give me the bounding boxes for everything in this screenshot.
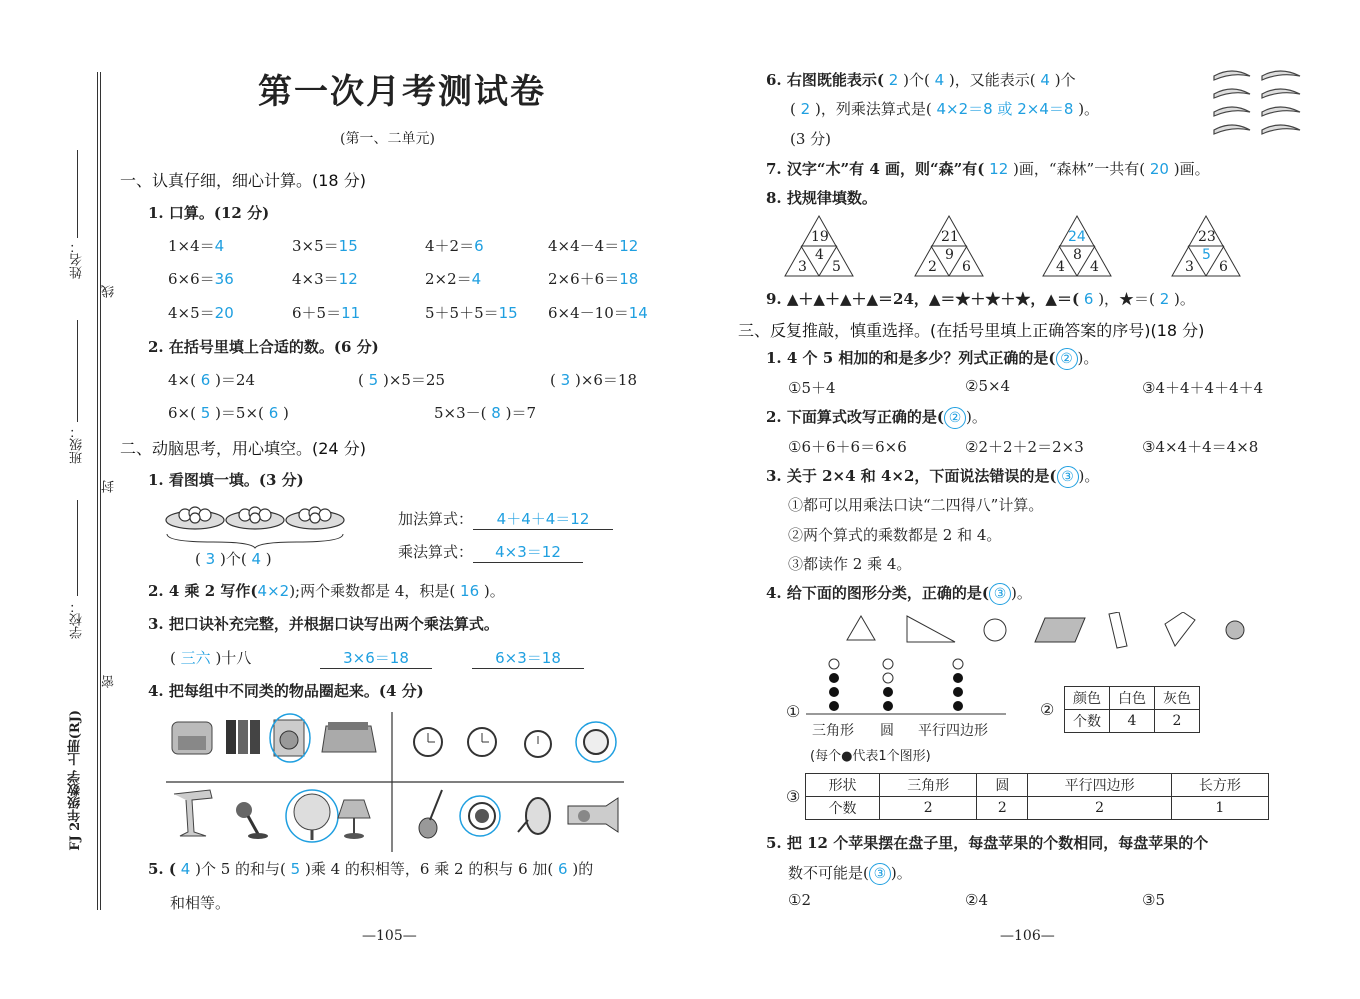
s2-q3-eq1: 3×6＝18 xyxy=(320,647,432,669)
watch-icon xyxy=(576,722,616,762)
triangle-shape-2 xyxy=(907,616,955,642)
pictograph-label-3: 平行四边形 xyxy=(918,723,988,739)
binding-class-line xyxy=(77,320,78,422)
desk-lamp-icon-1 xyxy=(174,790,212,836)
s1-q1: 1. 口算。(12 分) xyxy=(148,204,270,222)
r-q7: 7. 汉字“木”有 4 画，则“森”有( 12 )画，“森林”一共有( 20 )画。 xyxy=(766,160,1210,178)
tri2-top: 21 xyxy=(941,229,959,245)
triangle-1 xyxy=(783,214,855,278)
s3-q5-line1: 5. 把 12 个苹果摆在盘子里，每盘苹果的个数相同，每盘苹果的个 xyxy=(766,834,1209,852)
s2-q5-cont: 和相等。 xyxy=(170,894,231,912)
r-q8: 8. 找规律填数。 xyxy=(766,189,877,207)
apple-plates-figure xyxy=(163,498,348,550)
triangle-3 xyxy=(1041,214,1113,278)
tri3-top: 24 xyxy=(1068,229,1086,245)
group-answer: ( 3 )个( 4 ) xyxy=(195,550,272,568)
objects-grid xyxy=(166,712,626,852)
r-q9: 9. ▲＋▲＋▲＋▲＝24，▲＝★＋★＋★，▲＝( 6 )，★＝( 2 )。 xyxy=(766,290,1195,308)
s3-q4: 4. 给下面的图形分类，正确的是( ③ )。 xyxy=(766,582,1032,605)
s3-q5-opt1: ①2 xyxy=(788,891,811,909)
tri1-mid: 4 xyxy=(815,247,824,263)
drum-icon xyxy=(518,798,550,834)
oral-r1c2: 2×2＝4 xyxy=(425,270,482,288)
triangle-2 xyxy=(913,214,985,278)
s3-q1-opt1: ①5＋4 xyxy=(788,379,836,397)
table-option-2: 颜色 白色 灰色 个数 4 2 xyxy=(1064,686,1200,733)
s3-q3-opt2: ②两个算式的乘数都是 2 和 4。 xyxy=(788,526,1002,544)
oral-r1c3: 2×6＋6＝18 xyxy=(548,270,639,288)
tri4-mid: 5 xyxy=(1202,247,1211,263)
s1-q2: 2. 在括号里填上合适的数。(6 分) xyxy=(148,338,379,356)
section-2-title: 二、动脑思考，用心填空。(24 分) xyxy=(120,439,366,458)
s3-q5-opt3: ③5 xyxy=(1142,891,1165,909)
plate-1 xyxy=(166,507,224,529)
table-option-3: 形状 三角形 圆 平行四边形 长方形 个数 2 2 2 1 xyxy=(805,773,1269,820)
col-parallelogram xyxy=(953,659,963,711)
oral-r2c3: 6×4－10＝14 xyxy=(548,304,648,322)
banana-bunch-left xyxy=(1214,71,1250,134)
pictograph-note: (每个●代表1个图形) xyxy=(810,749,931,764)
binding-book: FJ 2年级数学 上册(RJ) xyxy=(68,710,83,851)
s3-q2-opt3: ③4×4＋4＝4×8 xyxy=(1142,438,1259,456)
rectangle-shape-tilted xyxy=(1109,612,1127,648)
bananas-figure xyxy=(1210,66,1310,142)
alarm-clock-icon-2 xyxy=(468,728,496,756)
s2-q4: 4. 把每组中不同类的物品圈起来。(4 分) xyxy=(148,682,424,700)
circle-shape-white xyxy=(984,619,1006,641)
option-3-label: ③ xyxy=(786,787,801,806)
binding-name-line xyxy=(77,150,78,238)
plate-3 xyxy=(286,507,344,529)
fill-4: 6×( 5 )＝5×( 6 ) xyxy=(168,404,289,422)
binding-xian: 线 xyxy=(102,285,117,298)
s2-q1: 1. 看图填一填。(3 分) xyxy=(148,471,304,489)
binding-school-line xyxy=(77,500,78,596)
s3-q3-opt1: ①都可以用乘法口诀“二四得八”计算。 xyxy=(788,496,1044,514)
fill-3: ( 3 )×6＝18 xyxy=(550,371,638,389)
s3-q5-opt2: ②4 xyxy=(965,891,988,909)
tri4-right: 6 xyxy=(1219,259,1228,275)
option-1-label: ① xyxy=(786,702,801,721)
addition-line: 加法算式： 4＋4＋4＝12 xyxy=(398,508,613,530)
s3-q1-opt2: ②5×4 xyxy=(965,377,1011,395)
pictograph-label-1: 三角形 xyxy=(812,723,854,739)
oral-r0c1: 3×5＝15 xyxy=(292,237,358,255)
binding-feng: 封 xyxy=(102,480,117,493)
bed-icon xyxy=(322,722,376,752)
s3-q1-opt3: ③4＋4＋4＋4＋4 xyxy=(1142,379,1264,397)
oral-r2c2: 5＋5＋5＝15 xyxy=(425,304,518,322)
fill-5: 5×3－( 8 )＝7 xyxy=(434,404,537,422)
oral-r1c1: 4×3＝12 xyxy=(292,270,358,288)
washer-icon xyxy=(270,714,310,762)
tri3-mid: 8 xyxy=(1073,247,1082,263)
tri1-right: 5 xyxy=(832,259,841,275)
tri2-left: 2 xyxy=(928,259,937,275)
s2-q2: 2. 4 乘 2 写作(4×2);两个乘数都是 4，积是( 16 )。 xyxy=(148,582,505,600)
circle-shape-gray xyxy=(1226,621,1244,639)
binding-mi: 密 xyxy=(102,675,117,688)
triangle-shape-1 xyxy=(847,616,875,640)
page-subtitle: (第一、二单元) xyxy=(340,131,435,147)
binders-icon xyxy=(226,720,260,754)
s3-q2-opt2: ②2＋2＋2＝2×3 xyxy=(965,438,1084,456)
section-3-title: 三、反复推敲，慎重选择。(在括号里填上正确答案的序号)(18 分) xyxy=(738,321,1205,340)
fill-1: 4×( 6 )＝24 xyxy=(168,371,256,389)
sofa-icon xyxy=(172,722,212,754)
parallelogram-shape-gray xyxy=(1035,618,1085,642)
oral-r0c2: 4＋2＝6 xyxy=(425,237,484,255)
tri2-mid: 9 xyxy=(945,247,954,263)
s2-q3-eq2: 6×3＝18 xyxy=(472,647,584,669)
oral-r0c3: 4×4－4＝12 xyxy=(548,237,639,255)
s2-q3-ans: ( 三六 )十八 xyxy=(170,649,252,667)
clock-icon-3 xyxy=(525,731,551,757)
binding-school-label: 学校： xyxy=(70,600,85,639)
oral-r0c0: 1×4＝4 xyxy=(168,237,225,255)
s3-q2-opt1: ①6＋6＋6＝6×6 xyxy=(788,438,907,456)
oral-r2c0: 4×5＝20 xyxy=(168,304,234,322)
desk-lamp-icon-2 xyxy=(236,802,268,839)
tri4-top: 23 xyxy=(1198,229,1216,245)
brace xyxy=(167,534,343,548)
tri2-right: 6 xyxy=(962,259,971,275)
oral-r2c1: 6＋5＝11 xyxy=(292,304,361,322)
s2-q3: 3. 把口诀补充完整，并根据口诀写出两个乘法算式。 xyxy=(148,615,499,633)
section-1-title: 一、认真仔细，细心计算。(18 分) xyxy=(120,171,366,190)
tuba-icon xyxy=(568,798,618,832)
triangle-4 xyxy=(1170,214,1242,278)
s3-q1: 1. 4 个 5 相加的和是多少？列式正确的是( ② )。 xyxy=(766,347,1098,370)
r-q6-score: (3 分) xyxy=(790,130,832,148)
col-circle xyxy=(883,659,893,711)
tri3-right: 4 xyxy=(1090,259,1099,275)
alarm-clock-icon-1 xyxy=(414,728,442,756)
multiplication-line: 乘法算式： 4×3＝12 xyxy=(398,541,583,563)
tri1-left: 3 xyxy=(798,259,807,275)
s3-q5-line2: 数不可能是( ③ )。 xyxy=(788,862,912,885)
pictograph-label-2: 圆 xyxy=(880,723,894,739)
option-2-label: ② xyxy=(1040,700,1055,719)
parallelogram-shape-white xyxy=(1165,612,1195,646)
page-number-left: —105— xyxy=(362,928,417,944)
s3-q2: 2. 下面算式改写正确的是( ② )。 xyxy=(766,406,987,429)
s3-q3-opt3: ③都读作 2 乘 4。 xyxy=(788,555,912,573)
pictograph xyxy=(806,655,1006,717)
oral-r1c0: 6×6＝36 xyxy=(168,270,234,288)
floor-lamp-icon xyxy=(338,800,370,839)
r-q6-line1: 6. 右图既能表示( 2 )个( 4 )，又能表示( 4 )个 xyxy=(766,71,1076,89)
target-icon xyxy=(460,796,500,836)
s3-q3: 3. 关于 2×4 和 4×2，下面说法错误的是( ③ )。 xyxy=(766,465,1099,488)
tri3-left: 4 xyxy=(1056,259,1065,275)
fill-2: ( 5 )×5＝25 xyxy=(358,371,446,389)
tri4-left: 3 xyxy=(1185,259,1194,275)
page-number-right: —106— xyxy=(1000,928,1055,944)
tri1-top: 19 xyxy=(811,229,829,245)
fan-icon xyxy=(286,790,338,842)
page-title: 第一次月考测试卷 xyxy=(258,72,546,112)
banana-bunch-right xyxy=(1262,71,1300,134)
r-q6-line2: ( 2 )，列乘法算式是( 4×2＝8 或 2×4＝8 )。 xyxy=(790,100,1100,118)
col-triangle xyxy=(829,659,839,711)
plate-2 xyxy=(226,507,284,529)
binding-name-label: 姓名： xyxy=(70,240,85,279)
guitar-icon xyxy=(419,790,442,838)
binding-inner-line xyxy=(97,72,98,910)
binding-class-label: 班级： xyxy=(70,425,85,464)
s2-q5: 5. ( 4 )个 5 的和与( 5 )乘 4 的积相等，6 乘 2 的积与 6 加( 6 )的 xyxy=(148,860,594,878)
shapes-row xyxy=(845,612,1245,652)
